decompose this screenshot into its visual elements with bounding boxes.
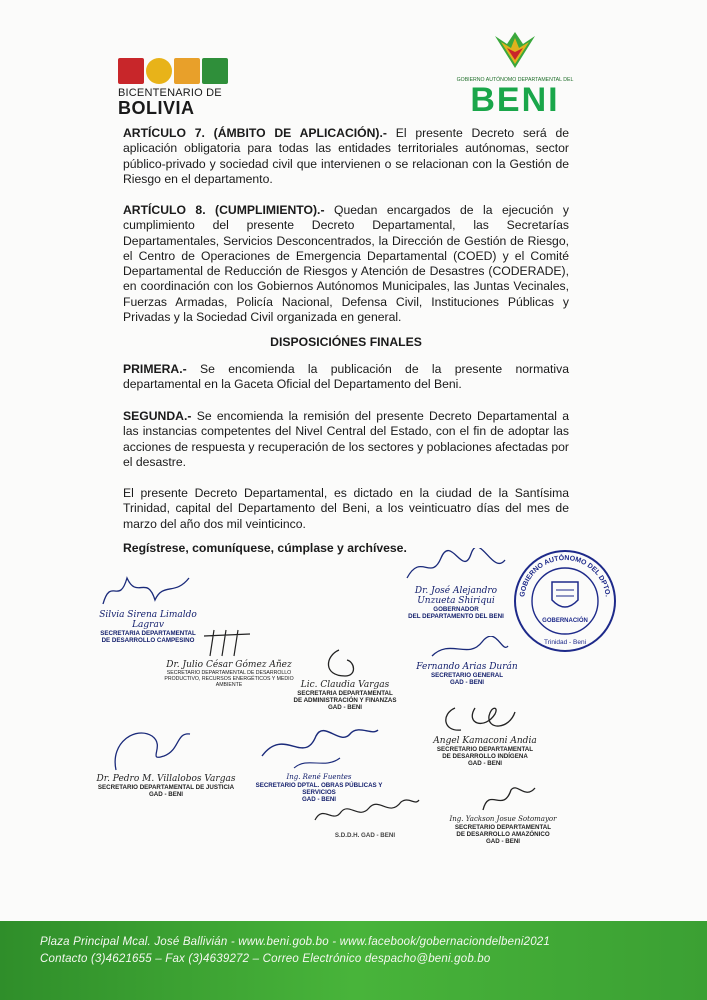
obras-signature-icon	[254, 716, 384, 772]
beni-flower-icon	[487, 30, 543, 70]
footer-line-1: Plaza Principal Mcal. José Ballivián - www.beni.gob.bo - www.facebook/gobernaciondelbeni2021	[40, 936, 550, 948]
productivo-name: Dr. Julio César Gómez Añez	[166, 660, 292, 670]
beni-logo-subtitle: GOBIERNO AUTÓNOMO DEPARTAMENTAL DEL	[456, 77, 574, 83]
signature-productivo	[164, 626, 294, 688]
bicentenario-line1: BICENTENARIO DE	[118, 87, 222, 99]
justicia-signature-icon	[106, 722, 226, 774]
obras-org: GAD - BENI	[301, 796, 337, 804]
indigena-name: Angel Kamaconi Andia	[433, 736, 537, 746]
campesino-signature-icon	[93, 570, 203, 610]
productivo-signature-icon	[174, 626, 284, 660]
article-8-heading: ARTÍCULO 8. (CUMPLIMIENTO).-	[123, 203, 325, 217]
productivo-org: PRODUCTIVO, RECURSOS ENERGÉTICOS Y MEDIO AMBIENTE	[164, 676, 294, 688]
finanzas-place: GAD - BENI	[327, 704, 363, 712]
justicia-org: GAD - BENI	[148, 791, 184, 799]
seal-bottom-text: Trinidad - Beni	[543, 639, 587, 646]
signature-amazonico	[438, 780, 568, 846]
justicia-role: SECRETARIO DEPARTAMENTAL DE JUSTICIA	[97, 784, 235, 791]
segunda-text: Se encomienda la remisión del presente Decreto Departamental a las instancias competentes del Nivel Central del Estado, con el fin de adoptar las acciones de respuesta y recuperación de los sectores y poblaciones afectadas por el desastre.	[123, 409, 569, 469]
extra-signature-icon	[305, 790, 425, 832]
article-7-heading: ARTÍCULO 7. (ÁMBITO DE APLICACIÓN).-	[123, 126, 387, 140]
provision-segunda	[123, 409, 569, 470]
beni-logo	[456, 30, 574, 120]
extra-org: S.D.D.H. GAD - BENI	[334, 832, 396, 839]
provision-primera	[123, 362, 569, 393]
seal-ring-text: GOBIERNO AUTÓNOMO DEL DPTO.	[519, 554, 611, 598]
obras-name: Ing. René Fuentes	[286, 773, 352, 781]
final-provisions-title: DISPOSICIÓNES FINALES	[270, 335, 422, 349]
signature-general	[405, 636, 529, 686]
signature-extra	[300, 790, 430, 839]
footer-bar	[0, 921, 707, 1000]
productivo-role: SECRETARIO DEPARTAMENTAL DE DESARROLLO	[166, 670, 292, 676]
signature-finanzas	[286, 646, 404, 712]
signature-gobernador	[400, 548, 512, 620]
seal-center-text: GOBERNACIÓN	[542, 618, 588, 624]
amazonico-role: SECRETARIO DEPARTAMENTAL	[454, 824, 552, 831]
finanzas-org: DE ADMINISTRACIÓN Y FINANZAS	[293, 697, 397, 705]
campesino-role: SECRETARIA DEPARTAMENTAL	[100, 630, 196, 637]
gobernador-org: DEL DEPARTAMENTO DEL BENI	[408, 613, 504, 621]
primera-heading: PRIMERA.-	[123, 362, 187, 376]
amazonico-org: DE DESARROLLO AMAZÓNICO	[456, 831, 550, 839]
closing-formula: Regístrese, comuníquese, cúmplase y archívese.	[123, 541, 407, 555]
finanzas-name: Lic. Claudia Vargas	[300, 680, 390, 690]
gobernador-name: Dr. José Alejandro Unzueta Shiriqui	[414, 586, 498, 606]
campesino-name: Silvia Sirena Limaldo Lagrav	[99, 610, 197, 630]
bicentenario-line2: BOLIVIA	[118, 98, 195, 118]
footer-line-2: Contacto (3)4621655 – Fax (3)4639272 – Correo Electrónico despacho@beni.gob.bo	[40, 953, 491, 965]
article-7-text: El presente Decreto será de aplicación obligatoria para todas las entidades territoriales autónomas, sector público-privado y sociedad civil que intervienen o se relacionan con la Gestión de Riesgo en el departamento.	[123, 126, 569, 186]
obras-role: SECRETARIO DPTAL. OBRAS PÚBLICAS Y SERVICIOS	[255, 782, 383, 797]
amazonico-place: GAD - BENI	[485, 838, 521, 846]
indigena-signature-icon	[435, 700, 535, 736]
general-role: SECRETARIO GENERAL	[430, 672, 504, 679]
general-org: GAD - BENI	[449, 679, 485, 687]
segunda-heading: SEGUNDA.-	[123, 409, 192, 423]
article-7	[123, 126, 569, 187]
signature-indigena	[420, 700, 550, 768]
article-8-text: Quedan encargados de la ejecución y cumplimiento del presente Decreto Departamental, las Secretarías Departamentales, Servicios Desconcentrados, la Dirección de Gestión de Riesgo, el Centro de Operaciones de Emergencia Departamental (COED) y el Comité Departamental de Reducción de Riesgos y Atención de Desastres (CODERADE), en coordinación con los Gobiernos Autónomos Municipales, las Juntas Vecinales, Fuerzas Armadas, Policía Nacional, Defensa Civil, Instituciones Públicas y Privadas y la Sociedad Civil organizada en general.	[123, 203, 569, 325]
general-signature-icon	[422, 636, 512, 662]
gobernador-signature-icon	[401, 548, 511, 586]
amazonico-name: Ing. Yackson Josue Sotomayor	[449, 815, 557, 823]
bicentenario-logo	[118, 58, 230, 116]
justicia-name: Dr. Pedro M. Villalobos Vargas	[96, 774, 236, 784]
general-name: Fernando Arias Durán	[416, 662, 518, 672]
primera-text: Se encomienda la publicación de la presente normativa departamental en la Gaceta Oficial del Departamento del Beni.	[123, 362, 569, 392]
signature-justicia	[96, 722, 236, 798]
indigena-place: GAD - BENI	[467, 760, 503, 768]
gobernador-role: GOBERNADOR	[433, 606, 479, 613]
indigena-org: DE DESARROLLO INDÍGENA	[442, 753, 528, 761]
bicentenario-emblem-icon	[118, 58, 230, 84]
indigena-role: SECRETARIO DEPARTAMENTAL	[436, 746, 534, 753]
finanzas-signature-icon	[305, 646, 385, 680]
campesino-org: DE DESARROLLO CAMPESINO	[101, 637, 195, 645]
beni-logo-name: BENI	[470, 81, 560, 119]
article-8	[123, 203, 569, 325]
finanzas-role: SECRETARIA DEPARTAMENTAL	[297, 690, 393, 697]
closing-paragraph: El presente Decreto Departamental, es dictado en la ciudad de la Santísima Trinidad, capital del Departamento del Beni, a los veinticuatro días del mes de marzo del año dos mil veinticinco.	[123, 486, 569, 531]
amazonico-signature-icon	[453, 780, 553, 814]
